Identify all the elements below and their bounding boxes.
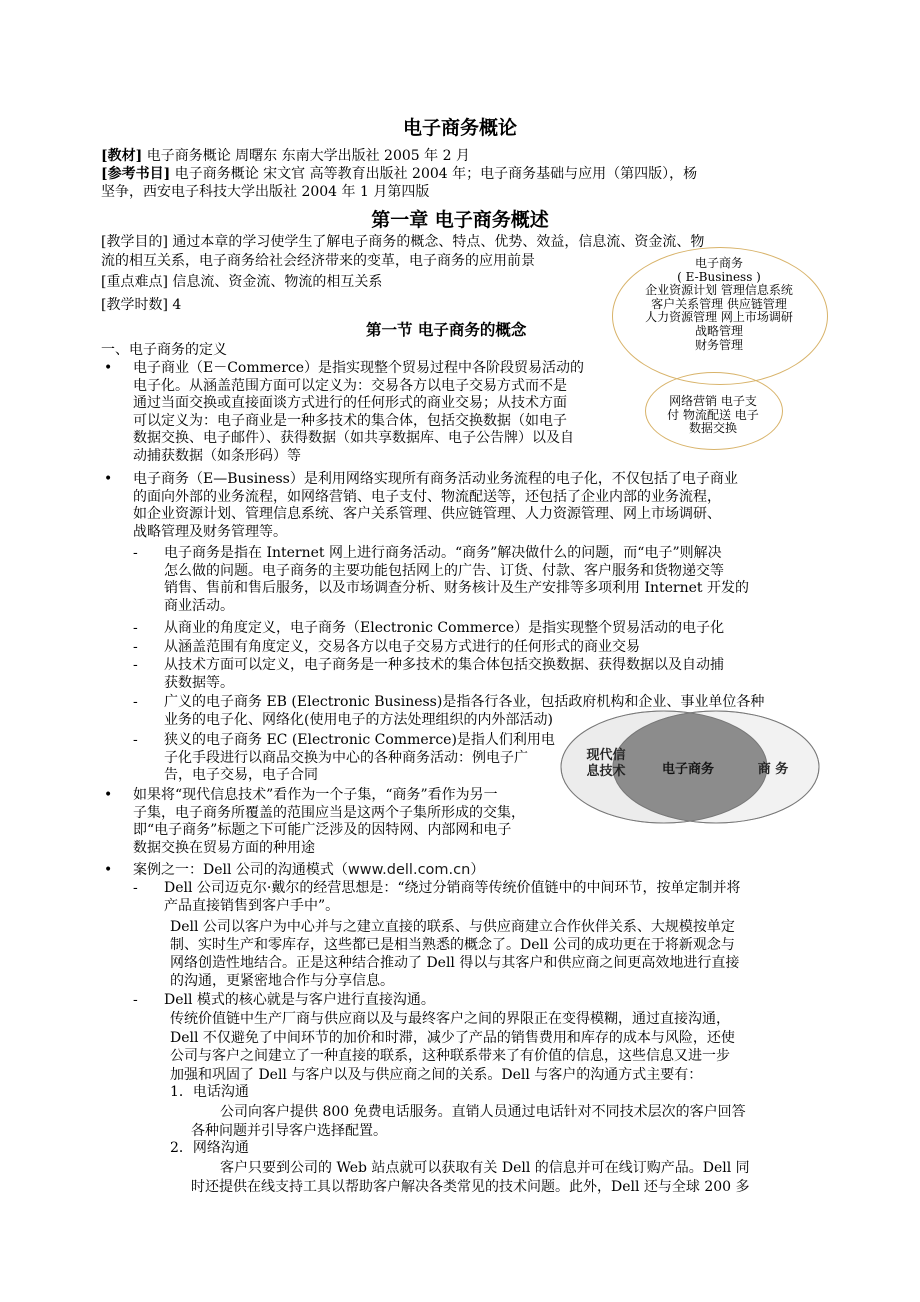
reference-label: [参考书目]	[101, 166, 171, 182]
web-paragraph	[191, 1159, 750, 1196]
subheading-definition: 一、电子商务的定义	[101, 342, 227, 358]
dash-icon: -	[133, 992, 138, 1008]
text-line: 传统价值链中生产厂商与供应商以及与最终客户之间的界限正在变得模糊，通过直接沟通，	[170, 1011, 730, 1027]
text-line: Dell 不仅避免了中间环节的加价和时滞，减少了产品的销售费用和库存的成本与风险，还使	[170, 1029, 735, 1046]
text-line: 通过当面交换或直接面谈方式进行的任何形式的商业交易；从技术方面	[133, 395, 567, 411]
reference-text-1: 电子商务概论 宋文官 高等教育出版社 2004 年；电子商务基础与应用（第四版），杨	[170, 166, 698, 182]
textbook-text: 电子商务概论 周曙东 东南大学出版社 2005 年 2 月	[142, 148, 470, 164]
diagram-line: ( E-Business )	[677, 269, 761, 284]
text-line: 动捕获数据（如条形码）等	[133, 447, 301, 464]
text-line: 狭义的电子商务 EC (Electronic Commerce)是指人们利用电	[164, 732, 555, 748]
dash-icon: -	[133, 732, 138, 748]
text-line: Dell 公司以客户为中心并与之建立直接的联系、与供应商建立合作伙伴关系、大规模按单定	[170, 919, 735, 935]
ebusiness-diagram-text	[612, 257, 826, 352]
diagram-line: 战略管理	[694, 323, 743, 338]
diagram-line: 电子商务	[694, 256, 743, 270]
text-line: 各种问题并引导客户选择配置。	[191, 1122, 387, 1139]
text-line: 广义的电子商务 EB (Electronic Business)是指各行各业，包括政府机构和企业、事业单位各种	[164, 694, 765, 710]
dash-icon: -	[133, 657, 138, 673]
text-line: 即“电子商务”标题之下可能广泛涉及的因特网、内部网和电子	[133, 822, 512, 838]
diagram-line: 网络营销 电子支	[669, 394, 757, 408]
dash-item-1	[164, 545, 749, 615]
case-prefix: 案例之一：Dell 公司的沟通模式（	[133, 862, 348, 878]
goal-text-1: 通过本章的学习使学生了解电子商务的概念、特点、优势、效益，信息流、资金流、物	[167, 234, 705, 250]
dash-icon: -	[133, 545, 138, 561]
reference-line-1	[101, 166, 697, 184]
venn-left-line: 现代信	[586, 748, 626, 763]
text-line: 的面向外部的业务流程，如网络营销、电子支付、物流配送等，还包括了企业内部的业务流程，	[133, 488, 721, 505]
dell-paragraph-1	[170, 918, 739, 990]
hours-text: 4	[167, 297, 182, 313]
phone-paragraph	[191, 1103, 746, 1140]
text-line: Dell 公司迈克尔·戴尔的经营思想是：“绕过分销商等传统价值链中的中间环节，按单定制并将	[164, 880, 741, 896]
text-line: 电子化。从涵盖范围方面可以定义为：交易各方以电子交易方式而不是	[133, 377, 567, 394]
section-title: 第一节 电子商务的概念	[366, 321, 527, 339]
text-line: 的沟通，更紧密地合作与分享信息。	[170, 973, 394, 989]
text-line: 电子商务是指在 Internet 网上进行商务活动。“商务”解决做什么的问题，而“电子”则解决	[164, 545, 722, 561]
web-heading: 2．网络沟通	[170, 1140, 249, 1156]
hours-line	[101, 297, 181, 315]
text-line: 怎么做的问题。电子商务的主要功能包括网上的广告、订货、付款、客户服务和货物递交等	[164, 562, 724, 579]
keypoints-line	[101, 274, 382, 292]
text-line: 电子商务（E—Business）是利用网络实现所有商务活动业务流程的电子化，不仅包括了电子商业	[133, 471, 738, 487]
text-line: 时还提供在线支持工具以帮助客户解决各类常见的技术问题。此外，Dell 还与全球 200 多	[191, 1178, 750, 1195]
goal-label: [教学目的]	[101, 234, 168, 250]
keypoints-label: [重点难点]	[101, 274, 168, 290]
text-line: 销售、售前和售后服务，以及市场调查分析、财务核计及生产安排等多项利用 Internet 开发的	[164, 580, 749, 596]
dash-item-3: 从涵盖范围有角度定义，交易各方以电子交易方式进行的任何形式的商业交易	[164, 639, 640, 655]
dell-core: Dell 模式的核心就是与客户进行直接沟通。	[164, 992, 435, 1008]
text-line: 公司向客户提供 800 免费电话服务。直销人员通过电话针对不同技术层次的客户回答	[220, 1104, 746, 1120]
venn-left-label	[575, 748, 637, 780]
text-line: 告，电子交易，电子合同	[164, 767, 318, 783]
document-title: 电子商务概论	[402, 117, 517, 139]
bullet-intersection	[133, 787, 525, 857]
text-line: 可以定义为：电子商业是一种多技术的集合体，包括交换数据（如电子	[133, 412, 567, 429]
text-line: 制、实时生产和零库存，这些都已是相当熟悉的概念了。Dell 公司的成功更在于将新观念与	[170, 937, 735, 953]
keypoints-text: 信息流、资金流、物流的相互关系	[167, 274, 383, 290]
text-line: 电子商业（E－Commerce）是指实现整个贸易过程中各阶段贸易活动的	[133, 360, 585, 376]
dash-icon: -	[133, 639, 138, 655]
text-line: 公司与客户之间建立了一种直接的联系，这种联系带来了有价值的信息，这些信息又进一步	[170, 1048, 730, 1064]
text-line: 加强和巩固了 Dell 与客户以及与供应商之间的关系。Dell 与客户的沟通方式主要有：	[170, 1066, 703, 1083]
ecommerce-diagram-text	[645, 395, 781, 436]
case-suffix: ）	[470, 862, 485, 878]
dash-icon: -	[133, 694, 138, 710]
dell-link[interactable]: www.dell.com.cn	[347, 862, 471, 878]
dash-item-2: 从商业的角度定义，电子商务（Electronic Commerce）是指实现整个贸易活动的电子化	[164, 620, 725, 636]
dash-item-6	[164, 732, 555, 785]
bullet-ebusiness	[133, 471, 738, 541]
text-line: 客户只要到公司的 Web 站点就可以获取有关 Dell 的信息并可在线订购产品。Dell 同	[220, 1160, 750, 1176]
textbook-line	[101, 148, 470, 166]
bullet-icon: •	[104, 862, 113, 878]
text-line: 产品直接销售到客户手中”。	[164, 897, 340, 914]
bullet-icon: •	[104, 787, 113, 803]
diagram-line: 客户关系管理 供应链管理	[651, 296, 787, 311]
text-line: 数据交换在贸易方面的种用途	[133, 839, 315, 856]
dash-item-5	[164, 694, 764, 729]
reference-line-2: 坚争，西安电子科技大学出版社 2004 年 1 月第四版	[101, 184, 430, 200]
dash-icon: -	[133, 880, 138, 896]
hours-label: [教学时数]	[101, 297, 168, 313]
venn-right-label: 商 务	[757, 762, 789, 777]
text-line: 网络创造性地结合。正是这种结合推动了 Dell 得以与其客户和供应商之间更高效地进行直接	[170, 955, 740, 971]
phone-heading: 1．电话沟通	[170, 1084, 249, 1100]
goal-line-2: 流的相互关系，电子商务给社会经济带来的变革，电子商务的应用前景	[101, 253, 535, 269]
diagram-line: 数据交换	[688, 421, 737, 436]
diagram-line: 财务管理	[694, 337, 743, 352]
bullet-icon: •	[104, 471, 113, 487]
goal-line-1	[101, 234, 704, 252]
text-line: 战略管理及财务管理等。	[133, 523, 287, 540]
bullet-icon: •	[104, 360, 113, 376]
bullet-dell-case	[133, 862, 484, 880]
text-line: 商业活动。	[164, 597, 234, 614]
dell-paragraph-2	[170, 1010, 735, 1084]
venn-center-label: 电子商务	[661, 762, 714, 777]
text-line: 获数据等。	[164, 674, 234, 691]
text-line: 如企业资源计划、管理信息系统、客户关系管理、供应链管理、人力资源管理、网上市场调研、	[133, 506, 721, 522]
text-line: 从技术方面可以定义，电子商务是一种多技术的集合体包括交换数据、获得数据以及自动捕	[164, 657, 724, 673]
text-line: 业务的电子化、网络化(使用电子的方法处理组织的内外部活动)	[164, 711, 553, 728]
diagram-line: 企业资源计划 管理信息系统	[645, 283, 793, 298]
venn-left-line: 息技术	[586, 764, 626, 779]
chapter-title: 第一章 电子商务概述	[371, 209, 549, 231]
text-line: 子化手段进行以商品交换为中心的各种商务活动：例电子广	[164, 749, 528, 766]
bullet-ecommerce	[133, 360, 584, 465]
textbook-label: [教材]	[101, 148, 143, 164]
text-line: 如果将“现代信息技术”看作为一个子集，“商务”看作为另一	[133, 787, 498, 803]
text-line: 子集，电子商务所覆盖的范围应当是这两个子集所形成的交集，	[133, 804, 525, 821]
text-line: 数据交换、电子邮件）、获得数据（如共享数据库、电子公告牌）以及自	[133, 430, 574, 446]
dash-item-4	[164, 657, 724, 692]
diagram-line: 付 物流配送 电子	[667, 407, 759, 422]
dash-icon: -	[133, 620, 138, 636]
diagram-line: 人力资源管理 网上市场调研	[645, 310, 793, 325]
dell-thought	[164, 880, 741, 915]
